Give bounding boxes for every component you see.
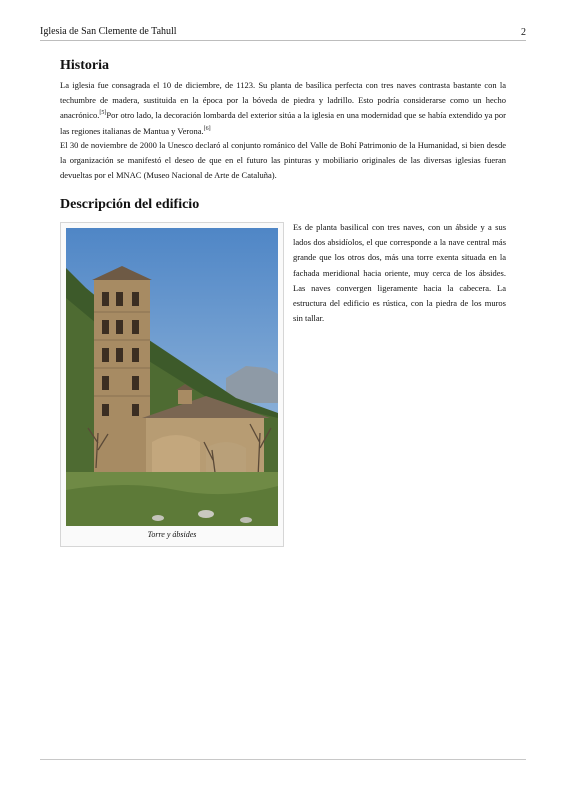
historia-paragraph-1: [60, 78, 506, 139]
page-number: 2: [521, 27, 526, 38]
historia-paragraph-2: El 30 de noviembre de 2000 la Unesco declaró al conjunto románico del Valle de Bohí Patrimonio de la Humanidad, si bien desde la organización se manifestó el deseo de que en el futuro las pinturas y mobiliario originales de las diversas iglesias fueran devueltas por el MNAC (Museo Nacional de Arte de Cataluña).: [60, 140, 506, 181]
figure-torre-absides: [60, 222, 284, 547]
historia-p1-text-1: La iglesia fue consagrada el 10 de diciembre, de 1123. Su planta de basílica perfecta con tres naves contrasta bastante con la techumbre de madera, sustituida en la época por la bóveda de piedra y ladrillo. Esto podría considerarse como un hecho anacrónico.: [60, 80, 506, 121]
heading-historia: Historia: [60, 58, 109, 73]
church-photo[interactable]: [66, 228, 278, 526]
heading-descripcion: Descripción del edificio: [60, 197, 200, 212]
descripcion-paragraph: Es de planta basilical con tres naves, con un ábside y a sus lados dos absidíolos, el que corresponde a la nave central más grande que los otros dos, más una torre exenta situada en la fachada meridional hacia oriente, muy cerca de los ábsides. Las naves convergen ligeramente hacia la cabecera. La estructura del edificio es rústica, con la piedra de los muros sin tallar.: [293, 222, 506, 324]
footnote-ref-6[interactable]: [6]: [203, 125, 211, 132]
figure-caption: Torre y ábsides: [147, 530, 197, 539]
page-header: [40, 26, 526, 41]
footer-divider: [40, 759, 526, 760]
footnote-ref-5[interactable]: [5]: [99, 110, 107, 117]
historia-p1-text-2: Por otro lado, la decoración lombarda del exterior sitúa a la iglesia en una modernidad que se había extendido ya por las regiones italianas de Mantua y Verona.: [60, 110, 506, 136]
document-title: Iglesia de San Clemente de Tahull: [40, 26, 177, 37]
